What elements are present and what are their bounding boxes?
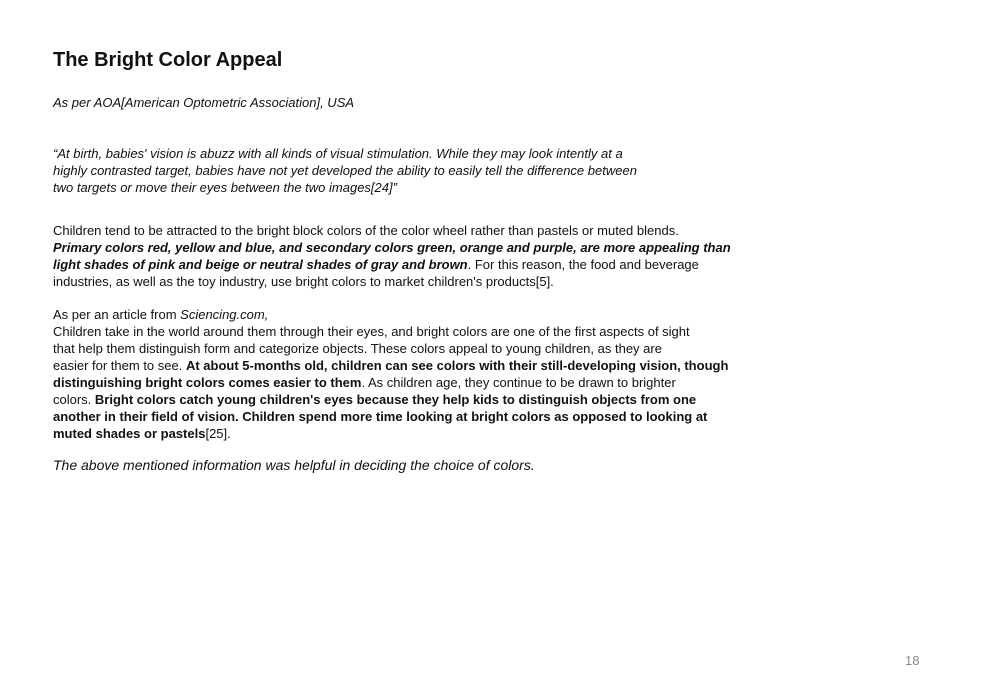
page-number: 18 [905, 653, 920, 668]
plain-text: . As children age, they continue to be drawn to brighter [361, 375, 676, 390]
emphasis-text: muted shades or pastels [53, 426, 206, 441]
quote-line: two targets or move their eyes between the two images[24]” [53, 180, 397, 195]
paragraph-line [53, 306, 733, 323]
plain-text: colors. [53, 392, 95, 407]
emphasis-text: light shades of pink and beige or neutral shades of gray and brown [53, 257, 468, 272]
paragraph-line: Children tend to be attracted to the bright block colors of the color wheel rather than pastels or muted blends. [53, 223, 679, 238]
plain-text: As per an article from [53, 307, 181, 322]
source-name: Sciencing.com, [180, 307, 269, 322]
source-subtitle: As per AOA[American Optometric Association], USA [53, 95, 355, 110]
paragraph-line [53, 374, 733, 391]
paragraph-line-emphasis: another in their field of vision. Children spend more time looking at bright colors as opposed to looking at [53, 409, 708, 424]
emphasis-text: Bright colors catch young children's eyes because they help kids to distinguish objects from one [94, 392, 697, 407]
plain-text: . For this reason, the food and beverage [467, 257, 699, 272]
paragraph-line: Children take in the world around them through their eyes, and bright colors are one of the first aspects of sight [53, 324, 690, 339]
color-preference-paragraph [53, 222, 733, 290]
quote-line: “At birth, babies' vision is abuzz with all kinds of visual stimulation. While they may look intently at a [53, 146, 623, 161]
aoa-quote [53, 145, 733, 196]
quote-line: highly contrasted target, babies have not yet developed the ability to easily tell the difference between [53, 163, 637, 178]
emphasis-text: distinguishing bright colors comes easier to them [53, 375, 362, 390]
sciencing-paragraph [53, 306, 733, 442]
paragraph-line [53, 357, 733, 374]
page-title: The Bright Color Appeal [53, 49, 283, 71]
plain-text: easier for them to see. [53, 358, 186, 373]
paragraph-line [53, 391, 733, 408]
paragraph-line-emphasis: Primary colors red, yellow and blue, and secondary colors green, orange and purple, are more appealing than [53, 240, 731, 255]
paragraph-line: industries, as well as the toy industry, use bright colors to market children's products[5]. [53, 274, 554, 289]
paragraph-line [53, 256, 733, 273]
paragraph-line [53, 425, 733, 442]
paragraph-line: that help them distinguish form and categorize objects. These colors appeal to young children, as they are [53, 341, 662, 356]
emphasis-text: At about 5-months old, children can see colors with their still-developing vision, though [185, 358, 729, 373]
plain-text: [25]. [205, 426, 231, 441]
closing-statement: The above mentioned information was helpful in deciding the choice of colors. [53, 457, 535, 473]
